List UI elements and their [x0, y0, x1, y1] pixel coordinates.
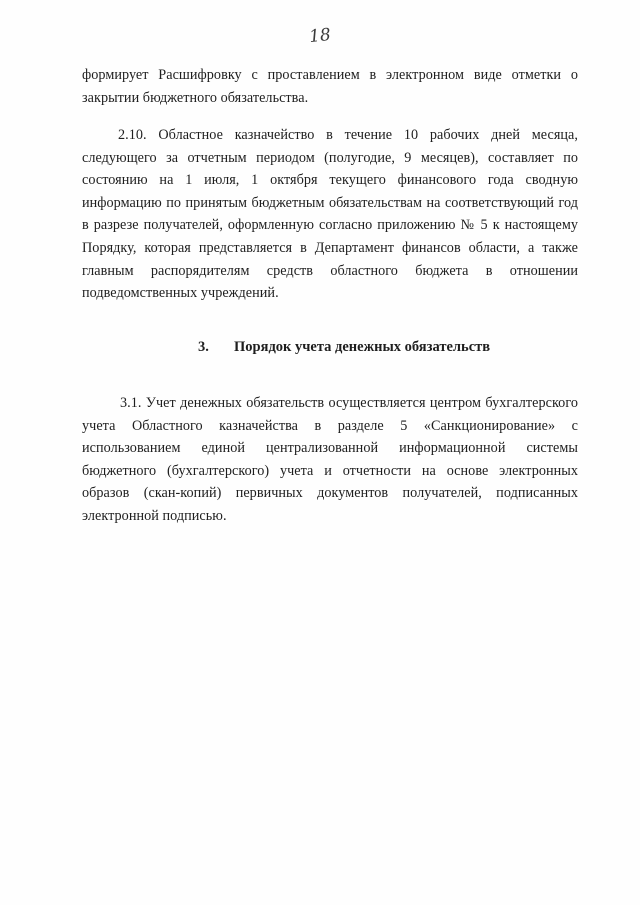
- paragraph-2-10: 2.10. Областное казначейство в течение 10 рабочих дней месяца, следующего за отчетным периодом (полугодие, 9 месяцев), составляет по состоянию на 1 июля, 1 октября текущего финансового года сводную информацию по принятым бюджетным обязательствам на соответствующий год в разрезе получателей, оформленную согласно приложению № 5 к настоящему Порядку, которая представляется в Департамент финансов области, а также главным распорядителям средств областного бюджета в отношении подведомственных учреждений.: [82, 127, 578, 302]
- section-title: Порядок учета денежных обязательств: [234, 339, 491, 355]
- section-number: 3.: [198, 339, 209, 355]
- paragraph-3-1: 3.1. Учет денежных обязательств осуществляется центром бухгалтерского учета Областного казначейства в разделе 5 «Санкционирование» с использованием единой централизованной информационной системы бюджетного (бухгалтерского) учета и отчетности на основе электронных образов (скан-копий) первичных документов получателей, подписанных электронной подписью.: [82, 395, 578, 524]
- paragraph-closing-obligation: формирует Расшифровку с проставлением в электронном виде отметки о закрытии бюджетного обязательства.: [82, 67, 578, 106]
- page-number: 18: [308, 24, 332, 48]
